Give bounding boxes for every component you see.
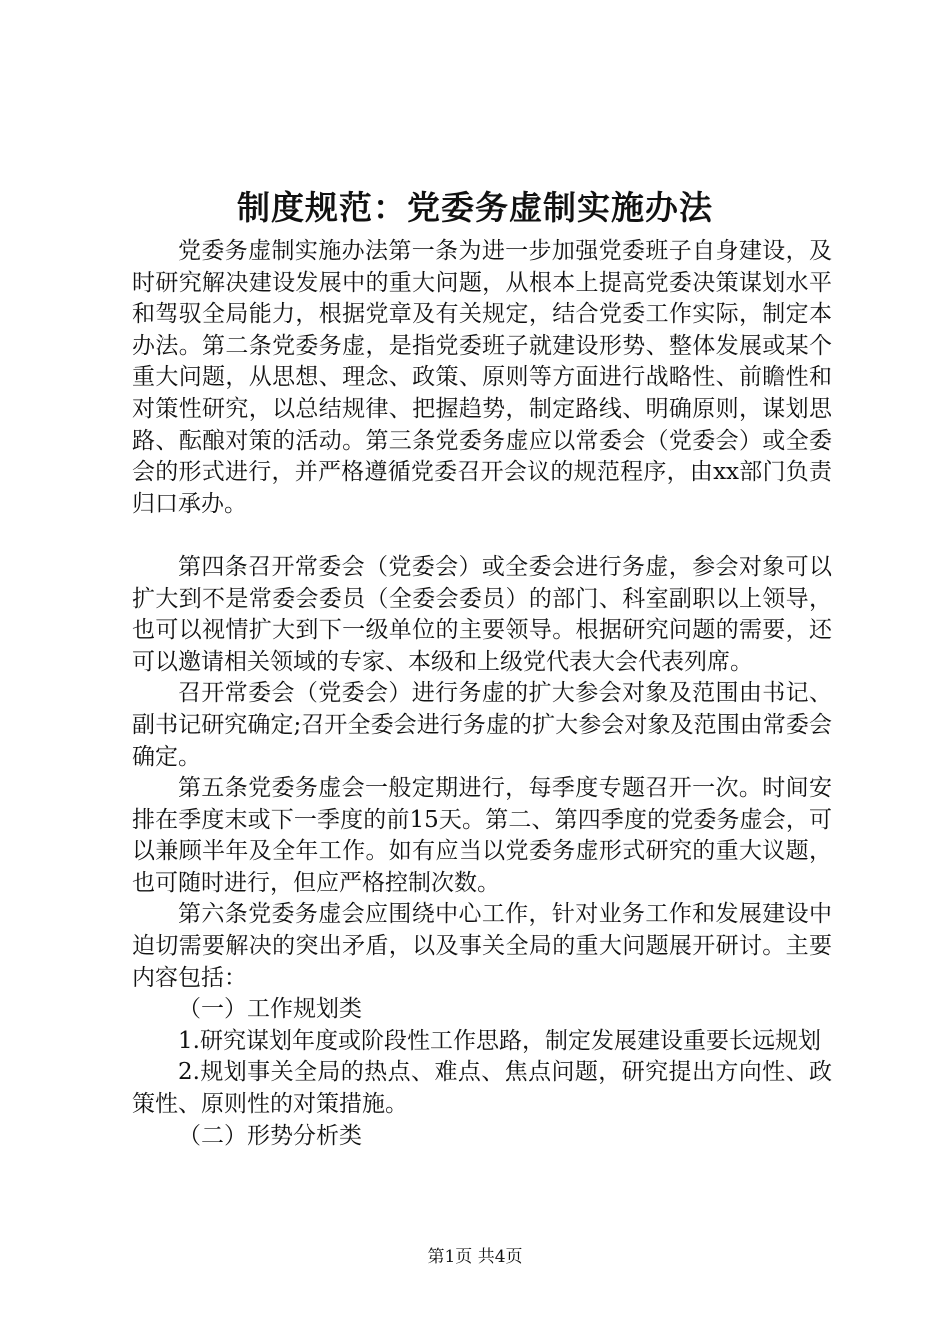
section-heading-situation-analysis: （二）形势分析类 bbox=[178, 1122, 362, 1149]
paragraph-article-5: 第五条党委务虚会一般定期进行，每季度专题召开一次。时间安排在季度末或下一季度的前15天。第二、第四季度的党委务虚会，可以兼顾半年及全年工作。如有应当以党委务虚形式研究的重大议题，也可随时进行，但应严格控制次数。 bbox=[132, 775, 832, 896]
paragraph-article-4: 第四条召开常委会（党委会）或全委会进行务虚，参会对象可以扩大到不是常委会委员（全委会委员）的部门、科室副职以上领导，也可以视情扩大到下一级单位的主要领导。根据研究问题的需要，还可以邀请相关领域的专家、本级和上级党代表大会代表列席。 bbox=[132, 553, 832, 675]
paragraph-articles-1-3: 党委务虚制实施办法第一条为进一步加强党委班子自身建设，及时研究解决建设发展中的重大问题，从根本上提高党委决策谋划水平和驾驭全局能力，根据党章及有关规定，结合党委工作实际，制定本办法。第二条党委务虚，是指党委班子就建设形势、整体发展或某个重大问题，从思想、理念、政策、原则等方面进行战略性、前瞻性和对策性研究，以总结规律、把握趋势，制定路线、明确原则，谋划思路、酝酿对策的活动。第三条党委务虚应以常委会（党委会）或全委会的形式进行，并严格遵循党委召开会议的规范程序，由xx部门负责归口承办。 bbox=[132, 238, 832, 517]
list-item-2: 2.规划事关全局的热点、难点、焦点问题，研究提出方向性、政策性、原则性的对策措施。 bbox=[132, 1059, 832, 1118]
document-body bbox=[132, 236, 832, 1152]
section-heading-work-planning: （一）工作规划类 bbox=[178, 996, 362, 1023]
list-item-1: 1.研究谋划年度或阶段性工作思路，制定发展建设重要长远规划 bbox=[178, 1027, 821, 1054]
paragraph-article-6: 第六条党委务虚会应围绕中心工作，针对业务工作和发展建设中迫切需要解决的突出矛盾，以及事关全局的重大问题展开研讨。主要内容包括： bbox=[132, 901, 832, 991]
page-footer: 第1页 共4页 bbox=[427, 1247, 523, 1267]
paragraph-expanded-attendees: 召开常委会（党委会）进行务虚的扩大参会对象及范围由书记、副书记研究确定;召开全委会进行务虚的扩大参会对象及范围由常委会确定。 bbox=[132, 680, 832, 770]
document-title: 制度规范：党委务虚制实施办法 bbox=[237, 188, 713, 227]
